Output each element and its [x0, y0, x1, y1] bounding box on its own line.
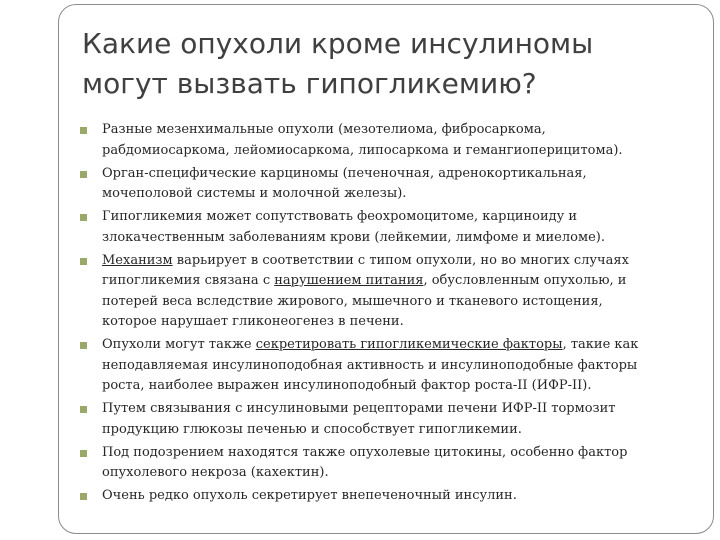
bullet-text-line: роста, наиболее выражен инсулиноподобный фактор роста-II (ИФР-II). [102, 378, 592, 393]
bullet-text-line: Гипогликемия может сопутствовать феохромоцитоме, карциноиду и [102, 209, 578, 224]
underlined-term: нарушением питания [274, 273, 424, 288]
bullet-text-line: Очень редко опухоль секретирует внепеченочный инсулин. [102, 488, 517, 503]
bullet-text-line [102, 335, 678, 356]
bullet-item-5 [78, 335, 678, 397]
bullet-item-8 [78, 486, 678, 507]
bullet-item-2 [78, 164, 678, 205]
bullet-text-fragment: варьирует в соответствии с типом опухоли, но во многих случаях [172, 252, 629, 268]
bullet-item-6 [78, 399, 678, 440]
bullet-square-icon [80, 258, 87, 265]
underlined-term: Механизм [102, 252, 173, 268]
bullet-text-line: Путем связывания с инсулиновыми рецепторами печени ИФР-II тормозит [102, 401, 616, 416]
bullet-text-fragment: гипогликемия связана с [102, 273, 275, 288]
bullet-text-fragment: , такие как [562, 337, 639, 352]
bullet-item-1 [78, 120, 678, 161]
bullet-text-line: рабдомиосаркома, лейомиосаркома, липосаркома и гемангиоперицитома). [102, 142, 623, 158]
bullet-list [78, 120, 678, 509]
title-line-1: Какие опухоли кроме инсулиномы [82, 27, 594, 60]
title-line-2: могут вызвать гипогликемию? [82, 67, 537, 100]
bullet-text-line: мочеполовой системы и молочной железы). [102, 186, 407, 201]
bullet-square-icon [80, 450, 87, 457]
bullet-text-line: потерей веса вследствие жирового, мышечного и тканевого истощения, [102, 293, 603, 309]
bullet-text-line: продукцию глюкозы печенью и способствует гипогликемии. [102, 421, 522, 437]
slide-title [82, 24, 682, 104]
bullet-text-line: Под подозрением находятся также опухолевые цитокины, особенно фактор [102, 444, 628, 460]
bullet-item-3 [78, 207, 678, 248]
bullet-text-fragment: Опухоли могут также [102, 337, 256, 352]
bullet-square-icon [80, 171, 87, 178]
bullet-text-line: которое нарушает гликонеогенез в печени. [102, 314, 404, 329]
bullet-square-icon [80, 214, 87, 221]
bullet-text-line: неподавляемая инсулиноподобная активность и инсулиноподобные факторы [102, 357, 638, 373]
bullet-text-line: Орган-специфические карциномы (печеночная, адренокортикальная, [102, 165, 587, 181]
bullet-text-line: опухолевого некроза (кахектин). [102, 465, 329, 480]
bullet-item-7 [78, 443, 678, 484]
bullet-text-fragment: , обусловленным опухолью, и [423, 273, 627, 288]
underlined-term: секретировать гипогликемические факторы [255, 337, 563, 352]
bullet-square-icon [80, 127, 87, 134]
bullet-square-icon [80, 342, 87, 349]
bullet-square-icon [80, 406, 87, 413]
bullet-square-icon [80, 493, 87, 500]
bullet-item-4 [78, 251, 678, 333]
bullet-text-line: злокачественным заболеваниям крови (лейкемии, лимфоме и миеломе). [102, 229, 605, 245]
bullet-text-line [102, 271, 678, 292]
bullet-text-line: Разные мезенхимальные опухоли (мезотелиома, фибросаркома, [102, 122, 546, 137]
bullet-text-line [102, 251, 678, 272]
